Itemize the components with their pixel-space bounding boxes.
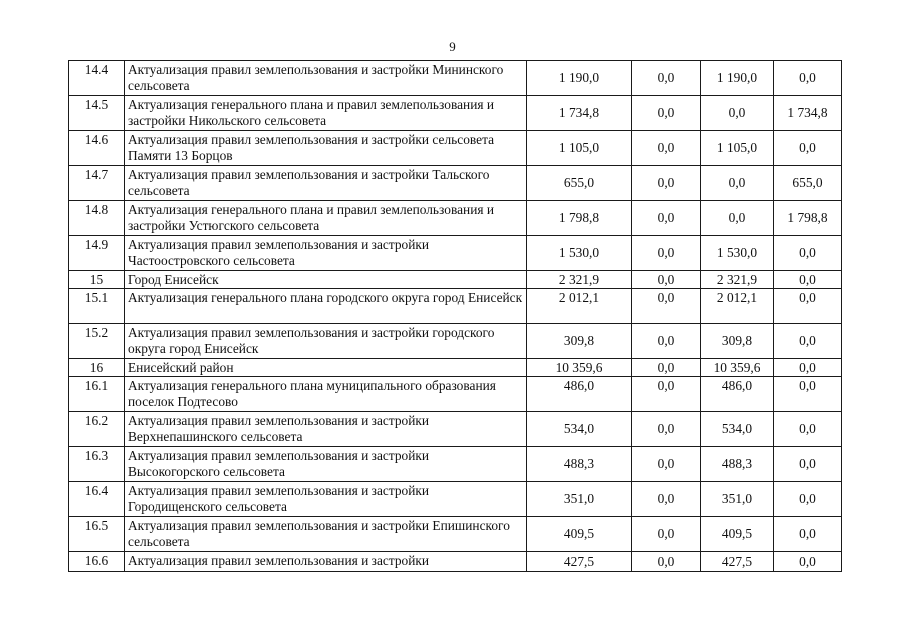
row-number: 15 (69, 271, 125, 289)
table-row (69, 131, 842, 166)
value-col-3: 486,0 (701, 377, 774, 412)
value-col-2: 0,0 (632, 482, 701, 517)
value-col-1: 10 359,6 (527, 359, 632, 377)
value-col-3: 0,0 (701, 96, 774, 131)
value-col-3: 1 190,0 (701, 61, 774, 96)
value-col-2: 0,0 (632, 359, 701, 377)
row-name: Актуализация правил землепользования и застройки городского округа город Енисейск (125, 324, 527, 359)
value-col-1: 534,0 (527, 412, 632, 447)
value-col-3: 0,0 (701, 166, 774, 201)
value-col-2: 0,0 (632, 96, 701, 131)
row-number: 14.9 (69, 236, 125, 271)
row-name: Актуализация генерального плана и правил землепользования и застройки Никольского сельсовета (125, 96, 527, 131)
value-col-4: 0,0 (774, 517, 842, 552)
value-col-1: 1 190,0 (527, 61, 632, 96)
value-col-4: 0,0 (774, 482, 842, 517)
row-name: Актуализация правил землепользования и застройки Городищенского сельсовета (125, 482, 527, 517)
value-col-1: 427,5 (527, 552, 632, 572)
value-col-2: 0,0 (632, 166, 701, 201)
value-col-2: 0,0 (632, 517, 701, 552)
value-col-3: 488,3 (701, 447, 774, 482)
table-row (69, 359, 842, 377)
budget-table (68, 60, 842, 572)
value-col-4: 0,0 (774, 412, 842, 447)
table-row (69, 482, 842, 517)
value-col-3: 1 530,0 (701, 236, 774, 271)
value-col-4: 0,0 (774, 236, 842, 271)
value-col-1: 488,3 (527, 447, 632, 482)
row-number: 16 (69, 359, 125, 377)
value-col-4: 655,0 (774, 166, 842, 201)
table-row (69, 377, 842, 412)
value-col-4: 0,0 (774, 324, 842, 359)
value-col-2: 0,0 (632, 61, 701, 96)
value-col-3: 10 359,6 (701, 359, 774, 377)
value-col-4: 0,0 (774, 552, 842, 572)
value-col-3: 309,8 (701, 324, 774, 359)
value-col-1: 655,0 (527, 166, 632, 201)
value-col-3: 427,5 (701, 552, 774, 572)
value-col-2: 0,0 (632, 236, 701, 271)
value-col-2: 0,0 (632, 271, 701, 289)
value-col-4: 0,0 (774, 447, 842, 482)
value-col-3: 2 012,1 (701, 289, 774, 324)
table-row (69, 289, 842, 324)
row-name: Актуализация генерального плана и правил землепользования и застройки Устюгского сельсовета (125, 201, 527, 236)
row-number: 14.8 (69, 201, 125, 236)
row-number: 14.6 (69, 131, 125, 166)
value-col-3: 0,0 (701, 201, 774, 236)
value-col-4: 0,0 (774, 359, 842, 377)
value-col-1: 1 798,8 (527, 201, 632, 236)
row-number: 14.7 (69, 166, 125, 201)
row-number: 14.5 (69, 96, 125, 131)
value-col-4: 0,0 (774, 131, 842, 166)
value-col-2: 0,0 (632, 131, 701, 166)
page-number: 9 (449, 39, 456, 54)
table-row (69, 96, 842, 131)
value-col-1: 309,8 (527, 324, 632, 359)
row-number: 16.3 (69, 447, 125, 482)
table-row (69, 517, 842, 552)
row-name: Актуализация правил землепользования и застройки Верхнепашинского сельсовета (125, 412, 527, 447)
value-col-1: 2 321,9 (527, 271, 632, 289)
value-col-2: 0,0 (632, 377, 701, 412)
value-col-1: 2 012,1 (527, 289, 632, 324)
row-name: Город Енисейск (125, 271, 527, 289)
table-row (69, 447, 842, 482)
value-col-3: 409,5 (701, 517, 774, 552)
table-row (69, 61, 842, 96)
table-row (69, 201, 842, 236)
value-col-1: 1 734,8 (527, 96, 632, 131)
row-number: 16.4 (69, 482, 125, 517)
value-col-1: 1 530,0 (527, 236, 632, 271)
value-col-2: 0,0 (632, 412, 701, 447)
row-name: Енисейский район (125, 359, 527, 377)
table-row (69, 271, 842, 289)
value-col-2: 0,0 (632, 201, 701, 236)
table-row (69, 166, 842, 201)
value-col-1: 1 105,0 (527, 131, 632, 166)
value-col-3: 351,0 (701, 482, 774, 517)
row-number: 15.2 (69, 324, 125, 359)
value-col-2: 0,0 (632, 447, 701, 482)
table-row (69, 552, 842, 572)
value-col-3: 534,0 (701, 412, 774, 447)
row-number: 16.6 (69, 552, 125, 572)
row-name: Актуализация генерального плана городского округа город Енисейск (125, 289, 527, 324)
value-col-2: 0,0 (632, 289, 701, 324)
row-name: Актуализация правил землепользования и застройки (125, 552, 527, 572)
value-col-4: 0,0 (774, 271, 842, 289)
row-number: 16.1 (69, 377, 125, 412)
table-row (69, 236, 842, 271)
row-name: Актуализация правил землепользования и застройки Мининского сельсовета (125, 61, 527, 96)
row-name: Актуализация правил землепользования и застройки Тальского сельсовета (125, 166, 527, 201)
value-col-4: 0,0 (774, 61, 842, 96)
row-name: Актуализация правил землепользования и застройки Епишинского сельсовета (125, 517, 527, 552)
table-row (69, 412, 842, 447)
row-number: 16.2 (69, 412, 125, 447)
value-col-4: 1 798,8 (774, 201, 842, 236)
row-name: Актуализация правил землепользования и застройки Частоостровского сельсовета (125, 236, 527, 271)
row-number: 15.1 (69, 289, 125, 324)
value-col-4: 1 734,8 (774, 96, 842, 131)
value-col-2: 0,0 (632, 324, 701, 359)
value-col-3: 2 321,9 (701, 271, 774, 289)
row-name: Актуализация правил землепользования и застройки сельсовета Памяти 13 Борцов (125, 131, 527, 166)
value-col-3: 1 105,0 (701, 131, 774, 166)
value-col-1: 486,0 (527, 377, 632, 412)
value-col-4: 0,0 (774, 289, 842, 324)
row-number: 16.5 (69, 517, 125, 552)
value-col-1: 351,0 (527, 482, 632, 517)
row-name: Актуализация правил землепользования и застройки Высокогорского сельсовета (125, 447, 527, 482)
value-col-1: 409,5 (527, 517, 632, 552)
table-row (69, 324, 842, 359)
row-name: Актуализация генерального плана муниципального образования поселок Подтесово (125, 377, 527, 412)
value-col-2: 0,0 (632, 552, 701, 572)
row-number: 14.4 (69, 61, 125, 96)
value-col-4: 0,0 (774, 377, 842, 412)
